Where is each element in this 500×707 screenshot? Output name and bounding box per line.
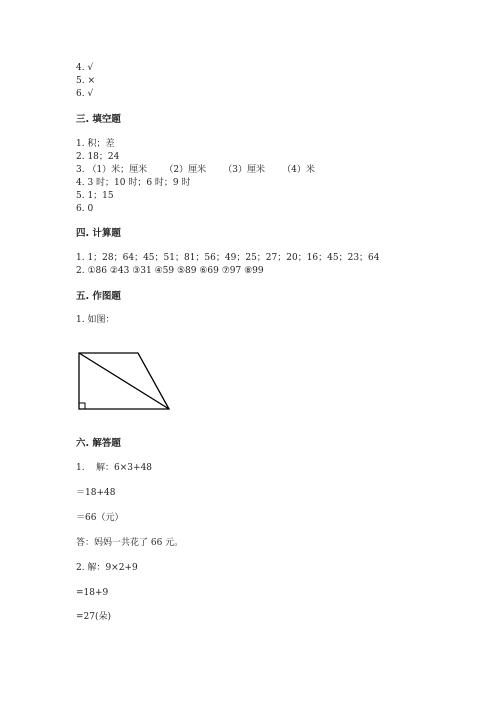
answer-line: ＝66（元）	[76, 513, 124, 523]
section-heading: 五. 作图题	[76, 291, 121, 302]
section-heading: 四. 计算题	[76, 228, 121, 239]
answer-line: 1. 积；差	[76, 139, 115, 149]
answer-line: 4. 3 时；10 时；6 时；9 时	[76, 178, 191, 188]
answer-line: 6. √	[76, 89, 94, 99]
answer-line: 2. ①86 ②43 ③31 ④59 ⑤89 ⑥69 ⑦97 ⑧99	[76, 266, 264, 276]
answer-line: 答：妈妈一共花了 66 元。	[76, 538, 184, 548]
diagonal-line	[79, 353, 169, 409]
right-angle-mark	[79, 403, 85, 409]
answer-line: 4. √	[76, 63, 94, 73]
answer-line: ＝18+48	[76, 488, 116, 498]
section-heading: 六. 解答题	[76, 438, 121, 449]
answer-line: 3. （1）米；厘米 （2）厘米 （3）厘米 （4）米	[76, 165, 315, 175]
answer-line: =18+9	[76, 588, 109, 598]
answer-line: 5. ×	[76, 76, 95, 86]
answer-line: 2. 18；24	[76, 152, 120, 162]
answer-line: 2. 解：9×2+9	[76, 563, 138, 573]
answer-line: 5. 1；15	[76, 191, 114, 201]
section-heading: 三. 填空题	[76, 114, 121, 125]
answer-line: 1. 解：6×3+48	[76, 463, 153, 473]
trapezoid-figure	[76, 349, 176, 413]
answer-line: 6. 0	[76, 204, 94, 214]
answer-line: =27(朵)	[76, 612, 112, 622]
answer-line: 1. 1；28；64；45；51；81；56；49；25；27；20；16；45；23；64	[76, 253, 380, 263]
figure-caption: 1. 如图：	[76, 315, 115, 325]
